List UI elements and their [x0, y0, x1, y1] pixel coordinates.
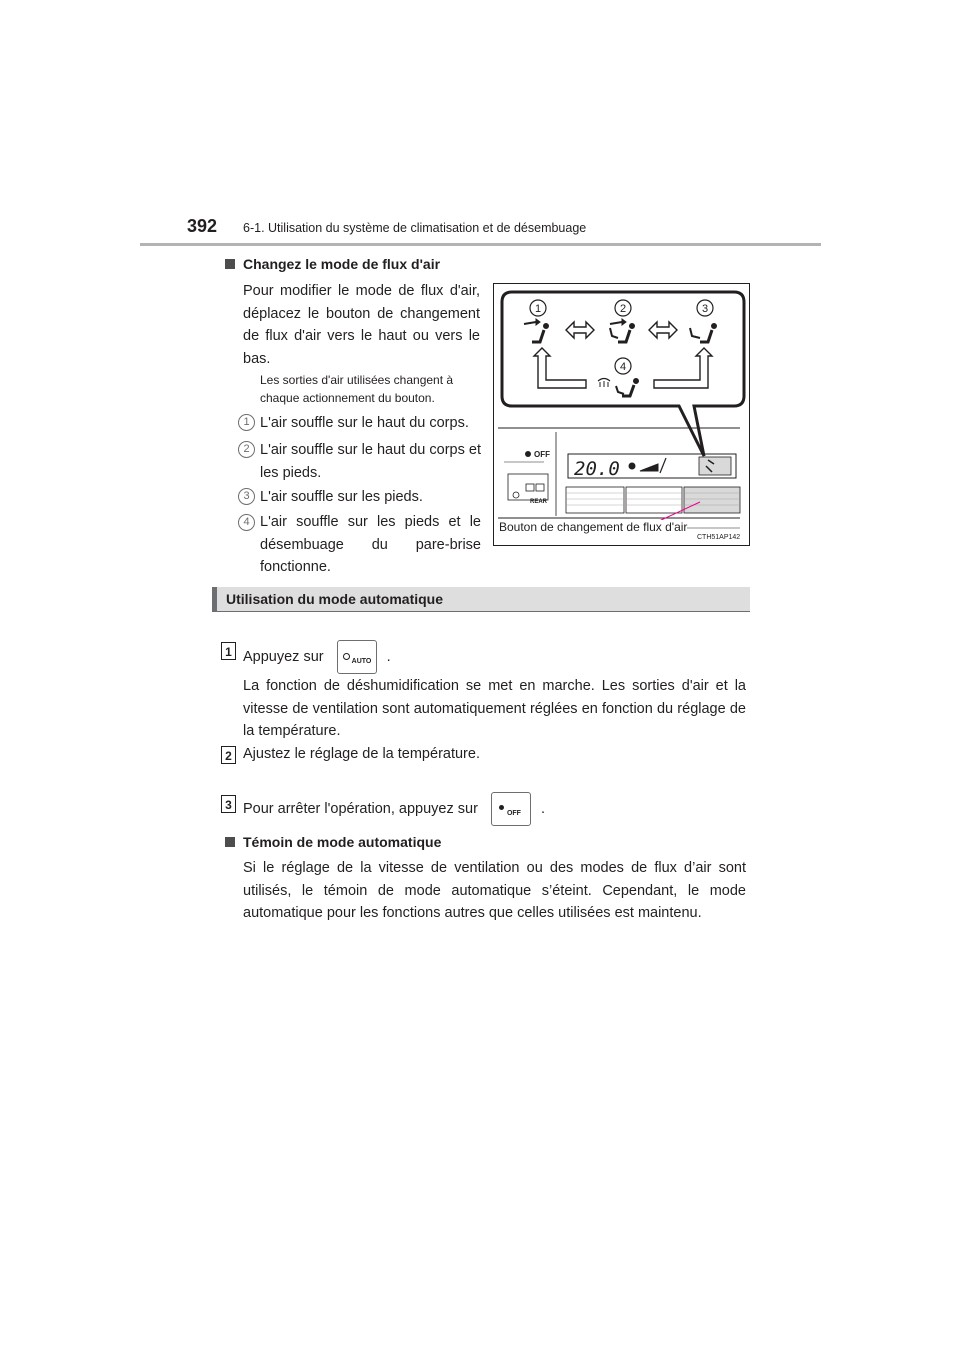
- mode-2-number: 2: [238, 441, 255, 458]
- auto-section-bar: [212, 587, 750, 611]
- step-2-number: 2: [221, 746, 236, 764]
- auto-indicator-icon: [343, 653, 350, 660]
- square-bullet-icon: [225, 837, 235, 847]
- mode-3-number: 3: [238, 488, 255, 505]
- callout-label-4: 4: [619, 361, 627, 373]
- front-defrost-icon: [526, 484, 534, 491]
- airflow-note: Les sorties d'air utilisées changent à chaque actionnement du bouton.: [260, 373, 454, 405]
- section-rule: [212, 611, 750, 612]
- mode-3-text: L'air souffle sur les pieds.: [260, 489, 423, 505]
- step-1-detail: La fonction de déshumidification se met en marche. Les sorties d'air et la vitesse de ventilation sont automatiquement réglées en fonction du réglage de la température.: [243, 678, 746, 739]
- fan-icon: [525, 451, 531, 457]
- indicator-light-icon: [513, 492, 519, 498]
- auto-button: [337, 640, 377, 674]
- airflow-intro: Pour modifier le mode de flux d'air, déplacez le bouton de changement de flux d'air vers le haut ou vers le bas.: [243, 283, 480, 367]
- page-number: 392: [187, 216, 218, 236]
- rear-label: REAR: [530, 499, 548, 505]
- off-label: OFF: [534, 450, 550, 459]
- display-temperature: 20.0: [574, 458, 620, 480]
- mode-1-text: L'air souffle sur le haut du corps.: [260, 415, 469, 431]
- mode-1-number: 1: [238, 414, 255, 431]
- airflow-figure: [493, 283, 750, 546]
- rear-defrost-button: [508, 474, 548, 500]
- indicator-heading: Témoin de mode automatique: [225, 834, 441, 850]
- auto-section-title: Utilisation du mode automatique: [226, 591, 444, 607]
- step-3-number: 3: [221, 795, 236, 813]
- fan-speed-icon: [629, 458, 666, 473]
- callout-label-2: 2: [619, 303, 627, 315]
- callout-label-1: 1: [534, 303, 542, 315]
- callout-label-3: 3: [701, 303, 709, 315]
- step-1-number: 1: [221, 642, 236, 660]
- fan-icon: [499, 805, 504, 810]
- mode-4-text: L'air souffle sur les pieds et le désembuage du pare-brise fonctionne.: [260, 514, 481, 575]
- step-3-instruction: Pour arrêter l'opération, appuyez sur OFF .: [243, 792, 753, 826]
- off-button-label: OFF: [506, 810, 521, 817]
- rear-window-icon: [536, 484, 544, 491]
- indicator-text: Si le réglage de la vitesse de ventilation ou des modes de flux d’air sont utilisés, le témoin de mode automatique s’éteint. Cependant, le mode automatique pour les fonctions autres que celles utilisées est maintenu.: [243, 860, 746, 921]
- mode-2-text: L'air souffle sur le haut du corps et les pieds.: [260, 442, 481, 481]
- button-caption: Bouton de changement de flux d'air: [499, 520, 688, 534]
- mode-4-number: 4: [238, 514, 255, 531]
- step-2-instruction: Ajustez le réglage de la température.: [243, 746, 480, 762]
- airflow-dial: [684, 487, 740, 513]
- off-button: [491, 792, 531, 826]
- header-rule: [140, 243, 821, 246]
- auto-button-label: AUTO: [351, 658, 372, 665]
- display-mode-indicator: [699, 457, 731, 475]
- airflow-diagram: [494, 284, 749, 545]
- step-1-instruction: Appuyez sur AUTO .: [243, 640, 753, 674]
- section-title: 6-1. Utilisation du système de climatisation et de désembuage: [243, 221, 587, 235]
- image-code: CTH51AP142: [697, 534, 741, 541]
- temperature-dial: [566, 487, 624, 513]
- square-bullet-icon: [225, 259, 235, 269]
- airflow-heading: Changez le mode de flux d'air: [225, 256, 440, 272]
- fan-speed-dial: [626, 487, 682, 513]
